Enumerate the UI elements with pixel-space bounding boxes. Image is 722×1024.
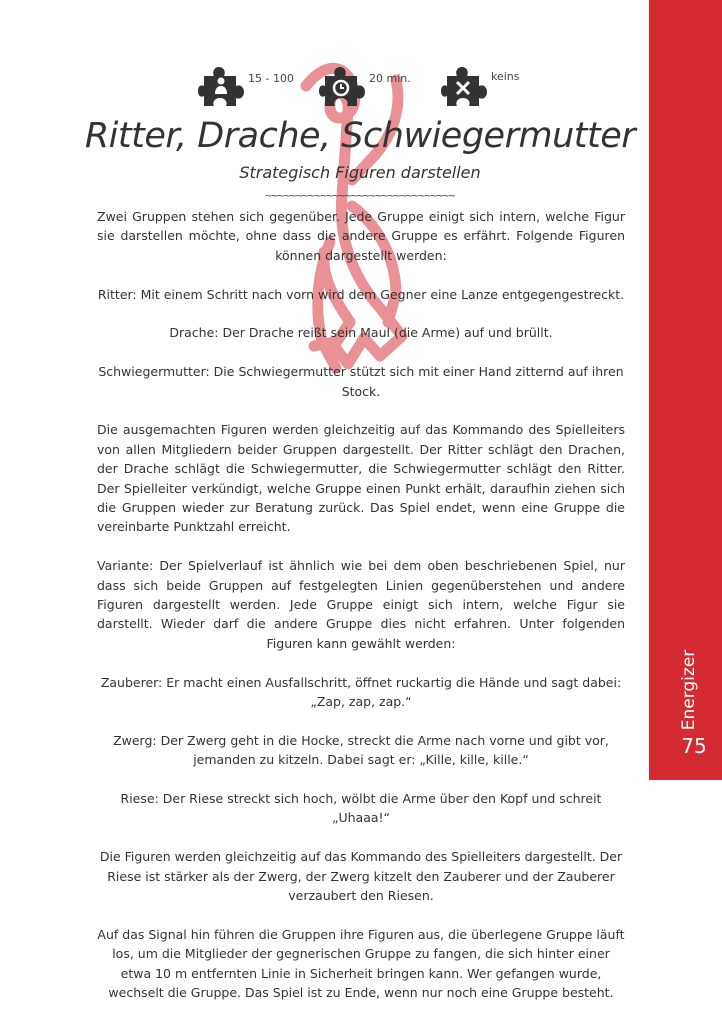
ending-paragraph: Auf das Signal hin führen die Gruppen ihre Figuren aus, die überlegene Gruppe läuft los, um die Mitglieder der gegnerischen Gruppe zu fangen, die sich hinter einer etwa 10 m entfernten Linie in Sicherheit bringen kann. Wer gefangen wurde, wechselt die Gruppe. Das Spiel ist zu Ende, wenn nur noch eine Gruppe besteht.: [97, 926, 625, 1001]
material: keins: [491, 70, 520, 83]
puzzle-person-icon: [198, 62, 244, 108]
intro-paragraph: Zwei Gruppen stehen sich gegenüber. Jede Gruppe einigt sich intern, welche Figur sie darstellen möchte, ohne dass die andere Gruppe es erfährt. Folgende Figuren können dargestellt werden:: [97, 209, 625, 263]
section-label: [672, 649, 706, 731]
section-label-text: Energizer: [679, 649, 699, 731]
rules-paragraph: Die ausgemachten Figuren werden gleichzeitig auf das Kommando des Spielleiters von allen Mitgliedern beider Gruppen dargestellt. Der Ritter schlägt den Drachen, der Drache schlägt die Schwiegermutter, die Schwiegermutter schlägt den Ritter. Der Spielleiter verkündigt, welche Gruppe einen Punkt erhält, daraufhin ziehen sich die Gruppen wieder zur Beratung zurück. Das Spiel endet, wenn eine Gruppe die vereinbarte Punktzahl erreicht.: [97, 422, 625, 535]
game-description: [97, 207, 625, 1022]
players-count: 15 - 100: [248, 72, 294, 85]
figure-riese: Riese: Der Riese streckt sich hoch, wölbt die Arme über den Kopf und schreit „Uhaaa!“: [120, 791, 602, 826]
figure-zwerg: Zwerg: Der Zwerg geht in die Hocke, streckt die Arme nach vorne und gibt vor, jemanden zu kitzeln. Dabei sagt er: „Kille, kille, kille.“: [113, 732, 609, 768]
figure-schwiegermutter: Schwiegermutter: Die Schwiegermutter stützt sich mit einer Hand zitternd auf ihren Stock.: [98, 364, 624, 399]
figure-ritter: Ritter: Mit einem Schritt nach vorn wird dem Gegner eine Lanze entgegengestreckt.: [97, 286, 625, 302]
variant-paragraph: Variante: Der Spielverlauf ist ähnlich wie bei dem oben beschriebenen Spiel, nur dass sich beide Gruppen auf festgelegten Linien gegenüberstehen und andere Figuren dargestellt werden. Jede Gruppe einigt sich intern, welche Figur sie darstellt. Wieder darf die andere Gruppe dies nicht erfahren. Unter folgenden Figuren kann gewählt werden:: [97, 558, 625, 651]
figure-zauberer: Zauberer: Er macht einen Ausfallschritt, öffnet ruckartig die Hände und sagt dabei: „Zap, zap, zap.“: [100, 674, 622, 710]
page-title: Ritter, Drache, Schwiegermutter: [84, 116, 636, 156]
divider-line: ~~~~~~~~~~~~~~~~~~~~~~~~~~~~~~~: [265, 189, 455, 202]
variant-rules-paragraph: Die Figuren werden gleichzeitig auf das Kommando des Spielleiters dargestellt. Der Riese ist stärker als der Zwerg, der Zwerg kitzelt den Zauberer und der Zauberer verzaubert den Riesen.: [99, 849, 623, 904]
duration: 20 min.: [369, 72, 411, 85]
puzzle-clock-icon: [319, 62, 365, 108]
puzzle-cross-icon: [441, 62, 487, 108]
figure-drache: Drache: Der Drache reißt sein Maul (die Arme) auf und brüllt.: [169, 325, 553, 341]
page-number: 75: [681, 734, 707, 758]
page-subtitle: Strategisch Figuren darstellen: [239, 163, 481, 182]
